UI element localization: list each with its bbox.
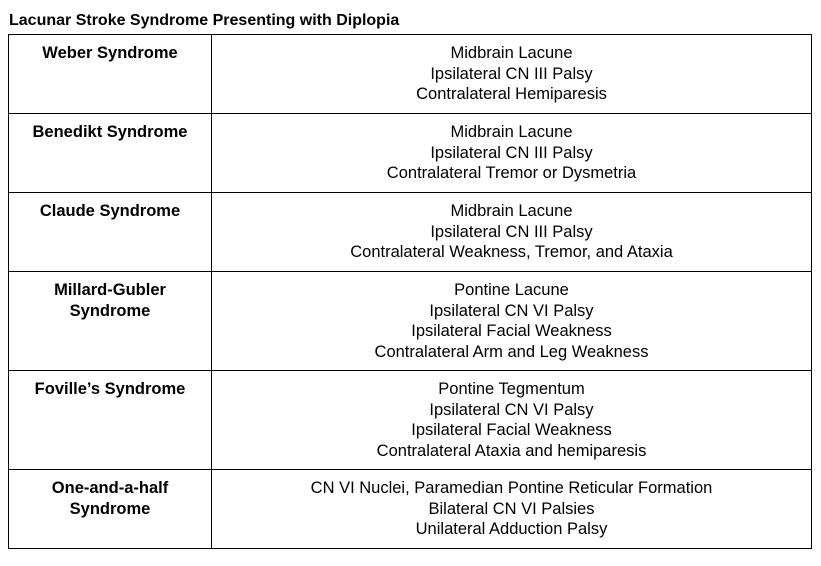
table-row (9, 470, 812, 549)
syndrome-name: Weber Syndrome (42, 44, 178, 62)
syndrome-description-cell (212, 35, 812, 114)
description-line: Pontine Lacune (454, 281, 569, 299)
description-line: Pontine Tegmentum (438, 380, 585, 398)
table-row (9, 272, 812, 371)
description-line: Ipsilateral CN III Palsy (430, 143, 593, 162)
syndrome-description-cell (212, 470, 812, 549)
syndrome-name-cell (9, 114, 212, 193)
table-row (9, 193, 812, 272)
description-line: Contralateral Ataxia and hemiparesis (376, 441, 647, 460)
description-line: Midbrain Lacune (450, 44, 573, 62)
description-line: Unilateral Adduction Palsy (415, 520, 608, 538)
syndrome-description-cell (212, 371, 812, 470)
syndrome-name: Syndrome (69, 499, 151, 518)
syndrome-description-cell (212, 272, 812, 371)
description-line: Midbrain Lacune (450, 123, 573, 141)
syndrome-name-cell (9, 193, 212, 272)
syndrome-name-cell (9, 470, 212, 549)
description-line: Bilateral CN VI Palsies (428, 499, 595, 518)
description-line: Ipsilateral CN VI Palsy (429, 301, 594, 320)
table-row (9, 35, 812, 114)
description-line: Midbrain Lacune (450, 202, 573, 220)
syndrome-table (8, 34, 812, 549)
table-row (9, 114, 812, 193)
description-line: Ipsilateral CN VI Palsy (429, 400, 594, 419)
description-line: Ipsilateral CN III Palsy (430, 222, 593, 241)
description-line: Ipsilateral CN III Palsy (430, 64, 593, 83)
description-line: Ipsilateral Facial Weakness (411, 322, 612, 340)
description-line: Contralateral Tremor or Dysmetria (386, 164, 637, 182)
description-line: Contralateral Hemiparesis (416, 85, 607, 103)
syndrome-name-cell (9, 35, 212, 114)
description-line: Contralateral Arm and Leg Weakness (374, 342, 649, 361)
syndrome-name: Claude Syndrome (39, 202, 181, 220)
description-line: CN VI Nuclei, Paramedian Pontine Reticular Formation (310, 479, 713, 497)
syndrome-name-cell (9, 371, 212, 470)
syndrome-name: Millard-Gubler (54, 281, 166, 299)
description-line: Contralateral Weakness, Tremor, and Ataxia (350, 243, 673, 261)
syndrome-name-cell (9, 272, 212, 371)
description-line: Ipsilateral Facial Weakness (411, 421, 612, 439)
syndrome-name: Foville’s Syndrome (34, 380, 186, 398)
syndrome-description-cell (212, 193, 812, 272)
document-title: Lacunar Stroke Syndrome Presenting with Diplopia (9, 12, 400, 29)
table-row (9, 371, 812, 470)
syndrome-name: One-and-a-half (51, 479, 169, 497)
syndrome-description-cell (212, 114, 812, 193)
syndrome-name: Syndrome (69, 301, 151, 320)
syndrome-name: Benedikt Syndrome (32, 123, 188, 141)
